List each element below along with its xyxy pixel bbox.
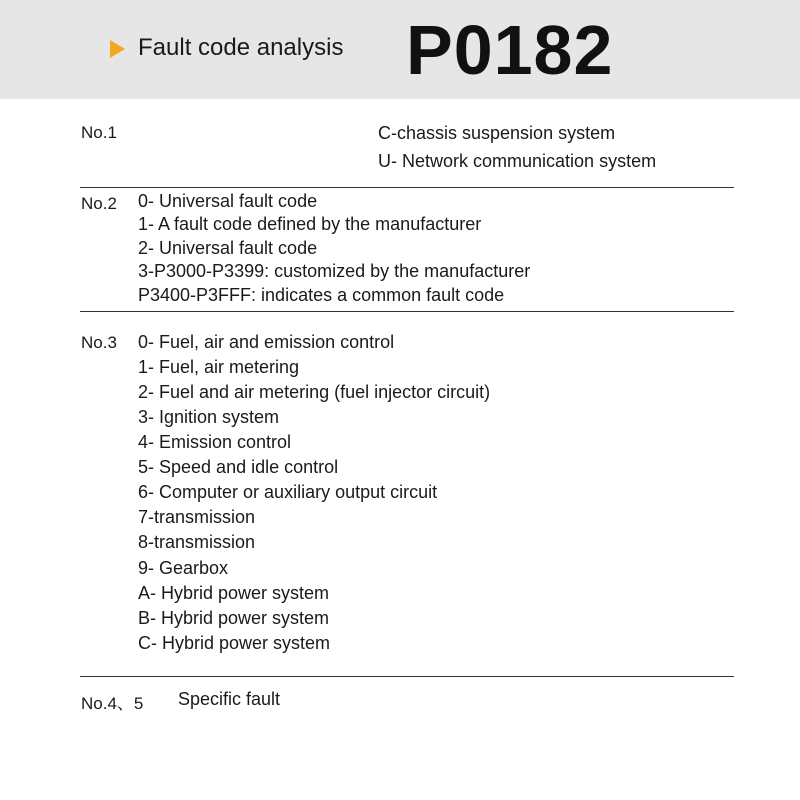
- header-banner: [0, 0, 800, 99]
- fault-code: P0182: [406, 11, 614, 89]
- section-3-line: 7-transmission: [138, 507, 256, 527]
- play-triangle-icon: [110, 40, 125, 58]
- section-3-label: No.3: [81, 333, 117, 352]
- divider: [80, 187, 734, 188]
- section-1-label: No.1: [81, 123, 117, 142]
- section-4-label: No.4、5: [81, 694, 144, 713]
- section-3-line: 0- Fuel, air and emission control: [138, 332, 395, 352]
- section-3-line: 2- Fuel and air metering (fuel injector circuit): [138, 382, 491, 402]
- section-4-text: Specific fault: [178, 689, 281, 709]
- section-2-line: P3400-P3FFF: indicates a common fault code: [138, 285, 505, 305]
- section-3-line: A- Hybrid power system: [138, 583, 330, 603]
- section-2-label: No.2: [81, 194, 117, 213]
- header-title: Fault code analysis: [138, 34, 344, 61]
- section-3-line: 4- Emission control: [138, 432, 292, 452]
- section-3-line: 3- Ignition system: [138, 407, 280, 427]
- section-1-line: C-chassis suspension system: [378, 123, 616, 143]
- section-3-line: 8-transmission: [138, 532, 256, 552]
- section-3-line: 1- Fuel, air metering: [138, 357, 300, 377]
- section-3-line: 9- Gearbox: [138, 558, 229, 578]
- section-3-line: B- Hybrid power system: [138, 608, 330, 628]
- divider: [80, 676, 734, 677]
- section-3-line: 5- Speed and idle control: [138, 457, 339, 477]
- section-1-line: U- Network communication system: [378, 151, 657, 171]
- section-2-line: 3-P3000-P3399: customized by the manufacturer: [138, 261, 531, 281]
- section-2-line: 1- A fault code defined by the manufacturer: [138, 214, 482, 234]
- section-2-line: 2- Universal fault code: [138, 238, 318, 258]
- section-2-line: 0- Universal fault code: [138, 191, 318, 211]
- section-3-line: C- Hybrid power system: [138, 633, 331, 653]
- divider: [80, 311, 734, 312]
- section-3-line: 6- Computer or auxiliary output circuit: [138, 482, 438, 502]
